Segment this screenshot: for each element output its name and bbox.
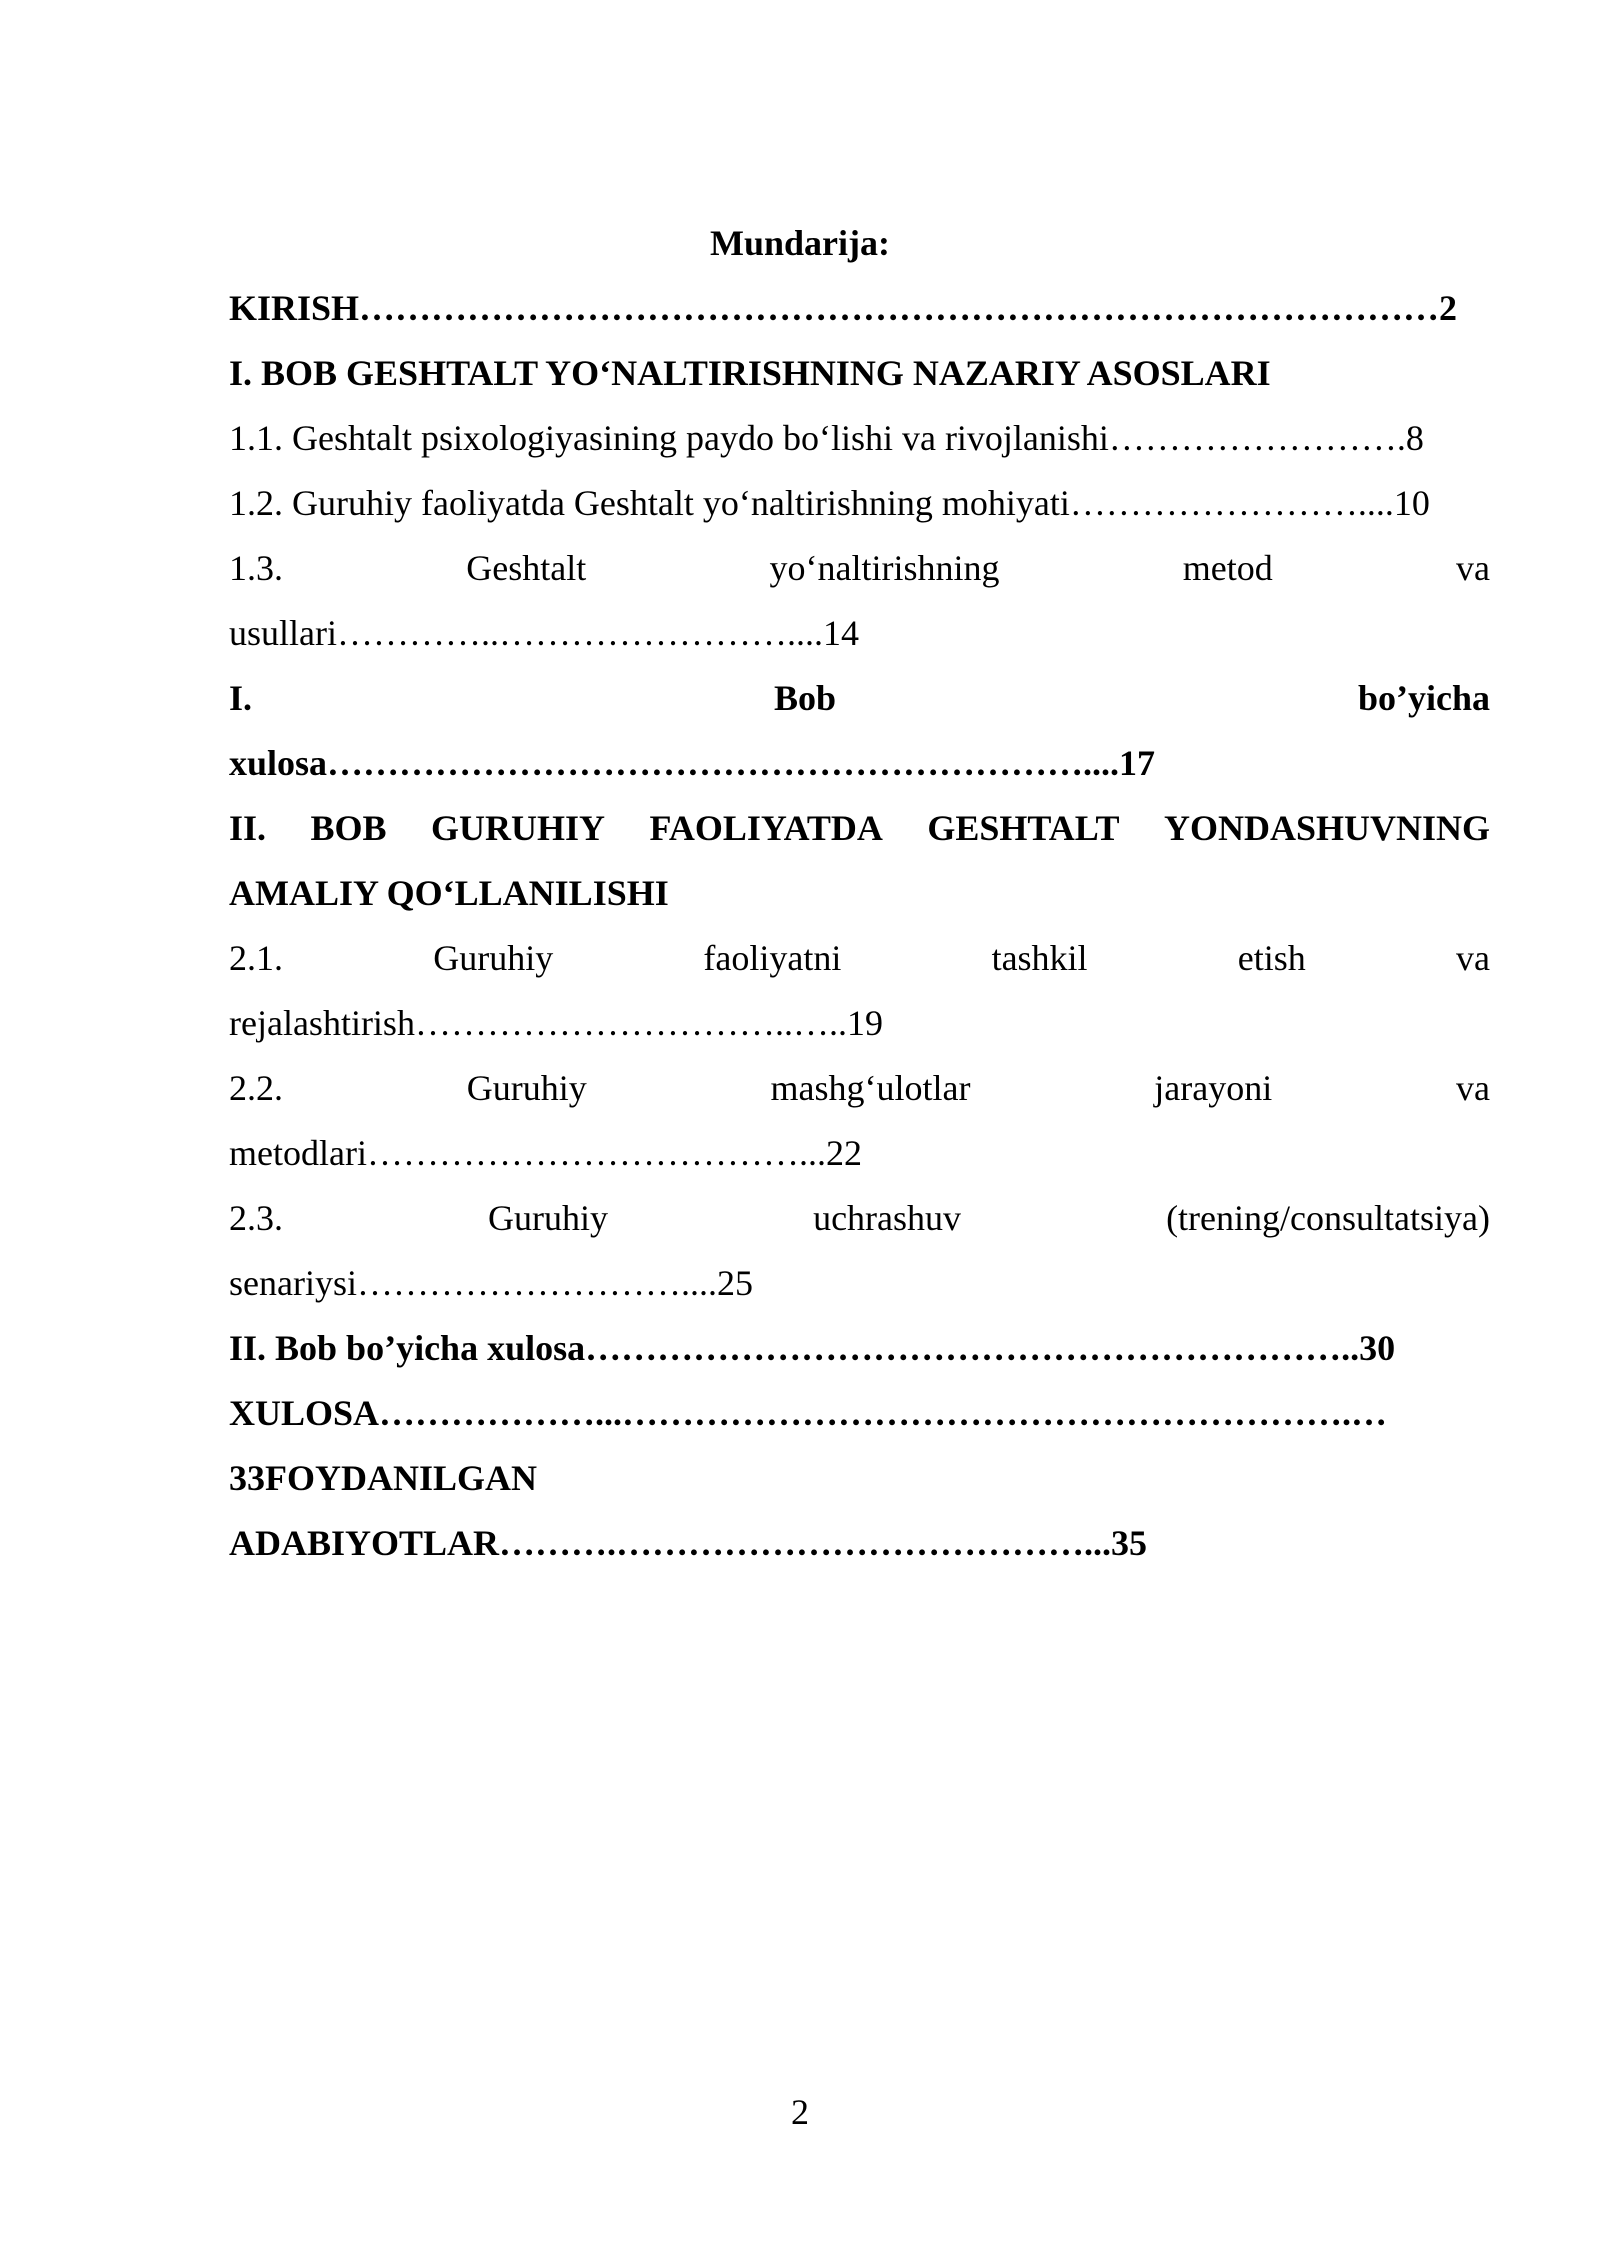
toc-word: metod — [1182, 548, 1273, 588]
toc-word: uchrashuv — [813, 1198, 962, 1238]
toc-word: (trening/consultatsiya) — [1166, 1198, 1490, 1238]
toc-word: Geshtalt — [466, 548, 587, 588]
toc-word: BOB — [310, 808, 387, 848]
toc-word: yo‘naltirishning — [769, 548, 1000, 588]
toc-entry-2-3 — [229, 1193, 1490, 1243]
toc-word: va — [1455, 1068, 1490, 1108]
toc-word: va — [1456, 548, 1490, 588]
toc-word: FAOLIYATDA — [649, 808, 883, 848]
toc-word: 1.3. — [229, 548, 283, 588]
toc-entry-foydalanilgan: 33FOYDANILGAN — [229, 1458, 538, 1498]
toc-word: 2.3. — [229, 1198, 283, 1238]
toc-chapter1-heading: I. BOB GESHTALT YO‘NALTIRISHNING NAZARIY ASOSLARI — [229, 353, 1271, 393]
toc-chapter1-conclusion — [229, 673, 1490, 723]
toc-chapter2-conclusion: II. Bob bo’yicha xulosa………………………………………………………..30 — [229, 1328, 1396, 1368]
toc-entry-2-1 — [229, 933, 1490, 983]
toc-word: 2.1. — [229, 938, 283, 978]
toc-entry-1-3 — [229, 543, 1490, 593]
toc-word: I. — [229, 678, 253, 718]
toc-entry-2-2 — [229, 1063, 1490, 1113]
toc-word: Guruhiy — [488, 1198, 609, 1238]
toc-word: va — [1455, 938, 1490, 978]
toc-entry-1-3-continued: usullari…………..……………………....14 — [229, 613, 859, 653]
toc-word: jarayoni — [1154, 1068, 1273, 1108]
toc-word: bo’yicha — [1357, 678, 1490, 718]
toc-word: YONDASHUVNING — [1163, 808, 1490, 848]
toc-entry-2-3-continued: senariysi………………………....25 — [229, 1263, 753, 1303]
toc-chapter1-conclusion-continued: xulosa………………………………………………………....17 — [229, 743, 1156, 783]
toc-chapter2-heading — [229, 803, 1490, 853]
toc-entry-1-1: 1.1. Geshtalt psixologiyasining paydo bo‘lishi va rivojlanishi…………………….8 — [229, 418, 1424, 458]
toc-entry-kirish: KIRISH………………………………………………………………………………2 — [229, 288, 1458, 328]
toc-word: tashkil — [991, 938, 1088, 978]
page-title: Mundarija: — [710, 223, 890, 263]
toc-word: Guruhiy — [433, 938, 554, 978]
toc-word: Guruhiy — [466, 1068, 587, 1108]
toc-entry-xulosa: XULOSA………………...…………………………………………………….… — [229, 1393, 1388, 1433]
toc-chapter2-heading-continued: AMALIY QO‘LLANILISHI — [229, 873, 669, 913]
toc-entry-adabiyotlar: ADABIYOTLAR……….…………………………………...35 — [229, 1523, 1148, 1563]
toc-word: II. — [229, 808, 267, 848]
toc-entry-2-2-continued: metodlari………………………………...22 — [229, 1133, 862, 1173]
toc-word: etish — [1237, 938, 1306, 978]
toc-word: GURUHIY — [431, 808, 606, 848]
toc-entry-2-1-continued: rejalashtirish…………………………..…..19 — [229, 1003, 883, 1043]
toc-word: GESHTALT — [927, 808, 1120, 848]
toc-word: 2.2. — [229, 1068, 283, 1108]
page-number: 2 — [791, 2092, 809, 2132]
toc-entry-1-2: 1.2. Guruhiy faoliyatda Geshtalt yo‘naltirishning mohiyati……………………....10 — [229, 483, 1430, 523]
toc-word: mashg‘ulotlar — [770, 1068, 971, 1108]
toc-word: Bob — [773, 678, 837, 718]
toc-word: faoliyatni — [703, 938, 842, 978]
